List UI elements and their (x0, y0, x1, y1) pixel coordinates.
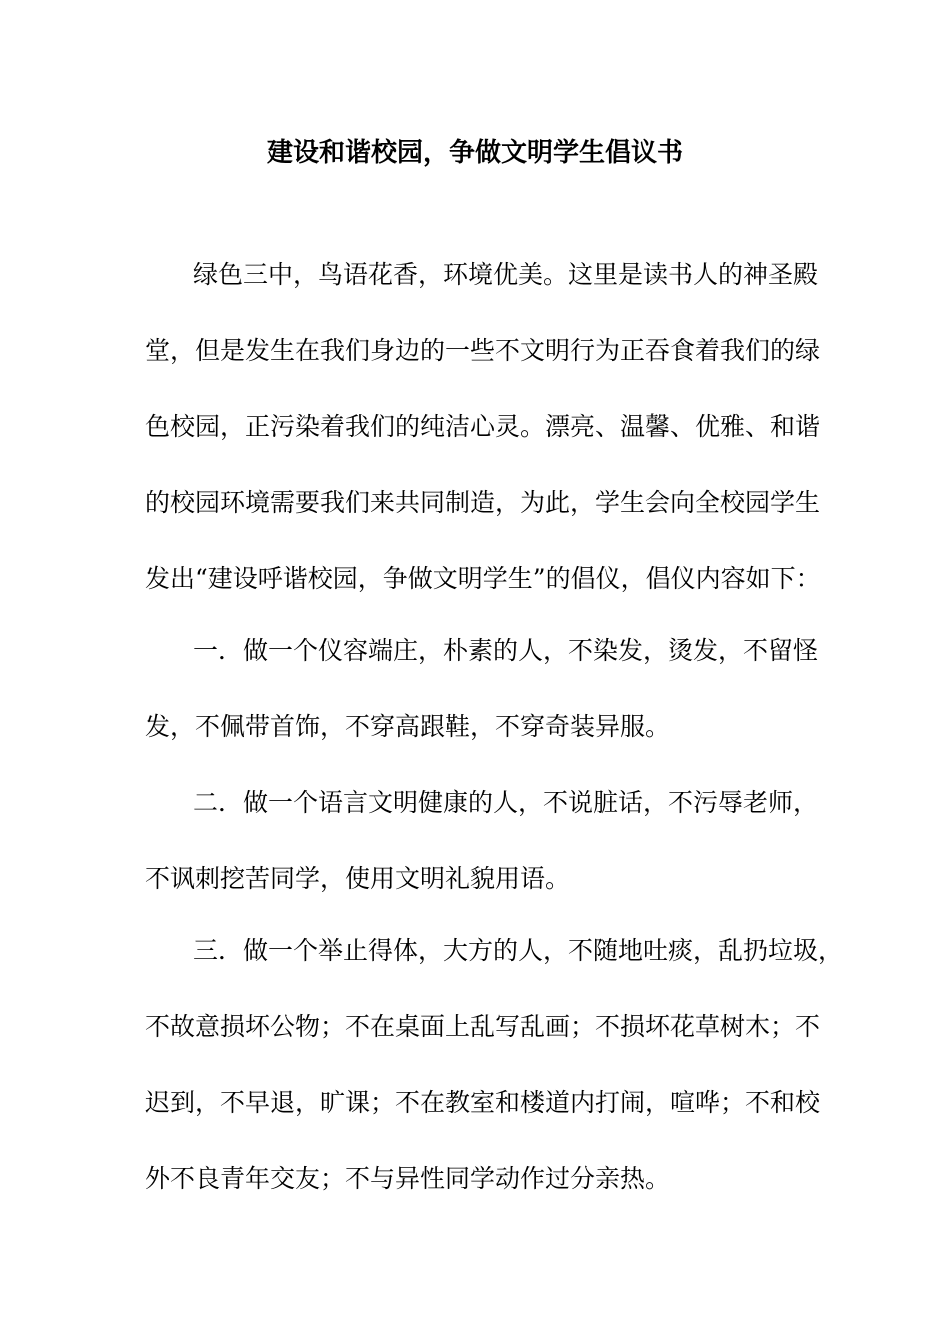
paragraph-line: 不讽刺挖苦同学，使用文明礼貌用语。 (145, 864, 571, 893)
document-title: 建设和谐校园，争做文明学生倡议书 (266, 138, 683, 168)
paragraph-line: 三．做一个举止得体，大方的人，不随地吐痰，乱扔垃圾， (193, 936, 844, 965)
paragraph-line: 迟到，不早退，旷课；不在教室和楼道内打闹，喧哗；不和校 (145, 1088, 821, 1117)
paragraph-line: 一．做一个仪容端庄，朴素的人，不染发，烫发，不留怪 (193, 636, 819, 665)
paragraph-line: 发，不佩带首饰，不穿高跟鞋，不穿奇装异服。 (145, 712, 671, 741)
paragraph-line: 堂，但是发生在我们身边的一些不文明行为正吞食着我们的绿 (145, 336, 821, 365)
paragraph-line: 二．做一个语言文明健康的人，不说脏话，不污辱老师， (193, 788, 819, 817)
paragraph-line: 不故意损坏公物；不在桌面上乱写乱画；不损坏花草树木；不 (145, 1012, 821, 1041)
paragraph-line: 发出“建设呼谐校园，争做文明学生”的倡仪，倡仪内容如下： (145, 564, 821, 593)
paragraph-line: 外不良青年交友；不与异性同学动作过分亲热。 (145, 1164, 671, 1193)
paragraph-line: 绿色三中，鸟语花香，环境优美。这里是读书人的神圣殿 (193, 260, 819, 289)
paragraph-line: 色校园，正污染着我们的纯洁心灵。漂亮、温馨、优雅、和谐 (145, 412, 821, 441)
paragraph-line: 的校园环境需要我们来共同制造，为此，学生会向全校园学生 (145, 488, 821, 517)
